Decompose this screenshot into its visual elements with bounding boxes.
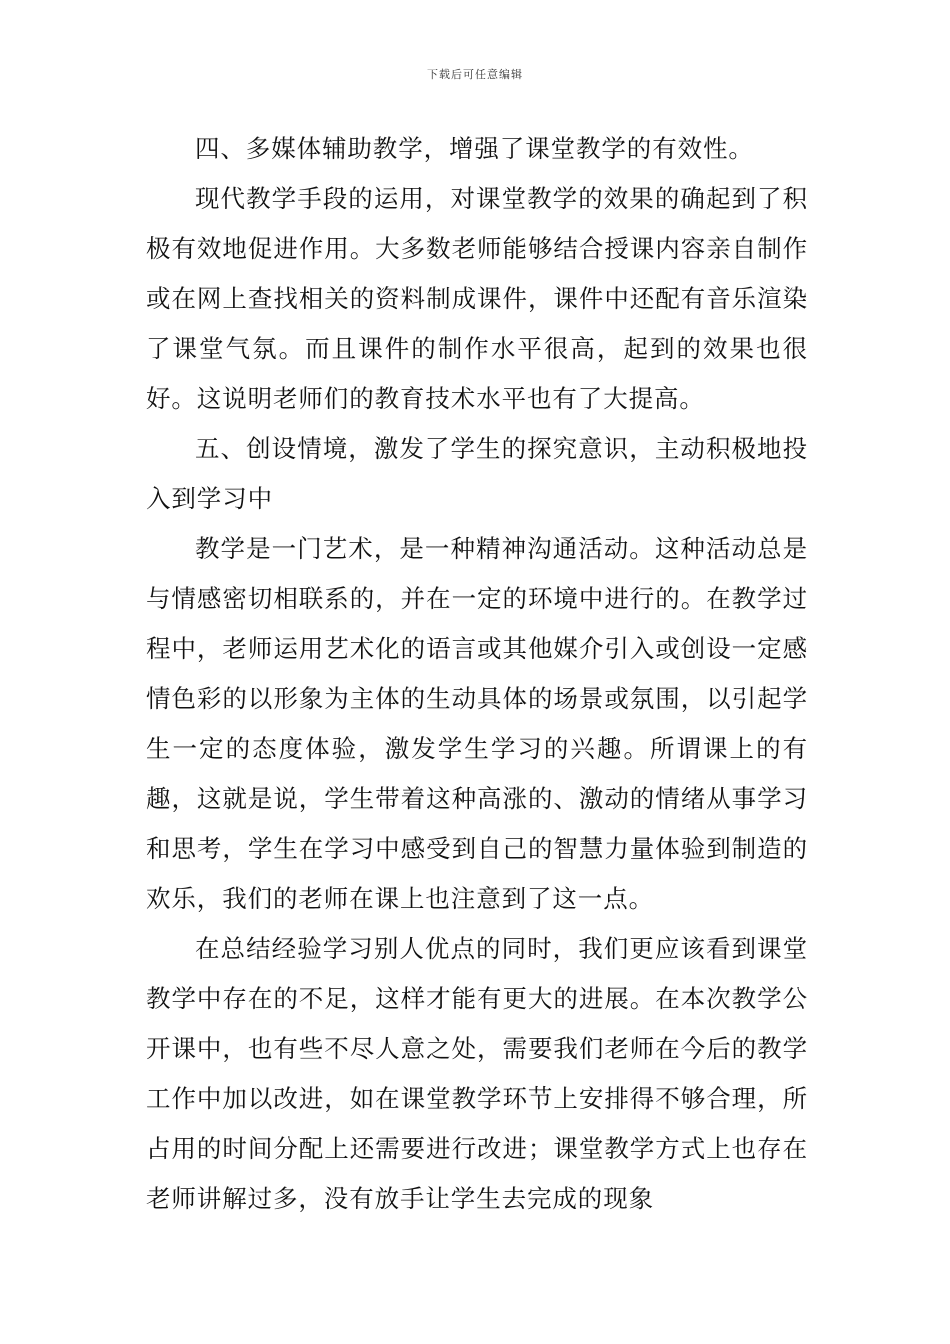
paragraph-multimedia: 现代教学手段的运用，对课堂教学的效果的确起到了积极有效地促进作用。大多数老师能够结合授课内容亲自制作或在网上查找相关的资料制成课件，课件中还配有音乐渲染了课堂气氛。而且课件的制作水平很高，起到的效果也很好。这说明老师们的教育技术水平也有了大提高。 bbox=[146, 184, 808, 413]
document-body bbox=[146, 124, 808, 1224]
paragraph-shortcomings: 在总结经验学习别人优点的同时，我们更应该看到课堂教学中存在的不足，这样才能有更大的进展。在本次教学公开课中，也有些不尽人意之处，需要我们老师在今后的教学工作中加以改进，如在课堂教学环节上安排得不够合理，所占用的时间分配上还需要进行改进；课堂教学方式上也存在老师讲解过多，没有放手让学生去完成的现象 bbox=[146, 934, 808, 1213]
section-heading-4: 四、多媒体辅助教学，增强了课堂教学的有效性。 bbox=[195, 134, 754, 163]
section-heading-5: 五、创设情境，激发了学生的探究意识，主动积极地投入到学习中 bbox=[146, 434, 808, 513]
paragraph-teaching-art: 教学是一门艺术，是一种精神沟通活动。这种活动总是与情感密切相联系的，并在一定的环境中进行的。在教学过程中，老师运用艺术化的语言或其他媒介引入或创设一定感情色彩的以形象为主体的生动具体的场景或氛围，以引起学生一定的态度体验，激发学生学习的兴趣。所谓课上的有趣，这就是说，学生带着这种高涨的、激动的情绪从事学习和思考，学生在学习中感受到自己的智慧力量体验到制造的欢乐，我们的老师在课上也注意到了这一点。 bbox=[146, 534, 808, 913]
header-note: 下载后可任意编辑 bbox=[427, 68, 523, 81]
